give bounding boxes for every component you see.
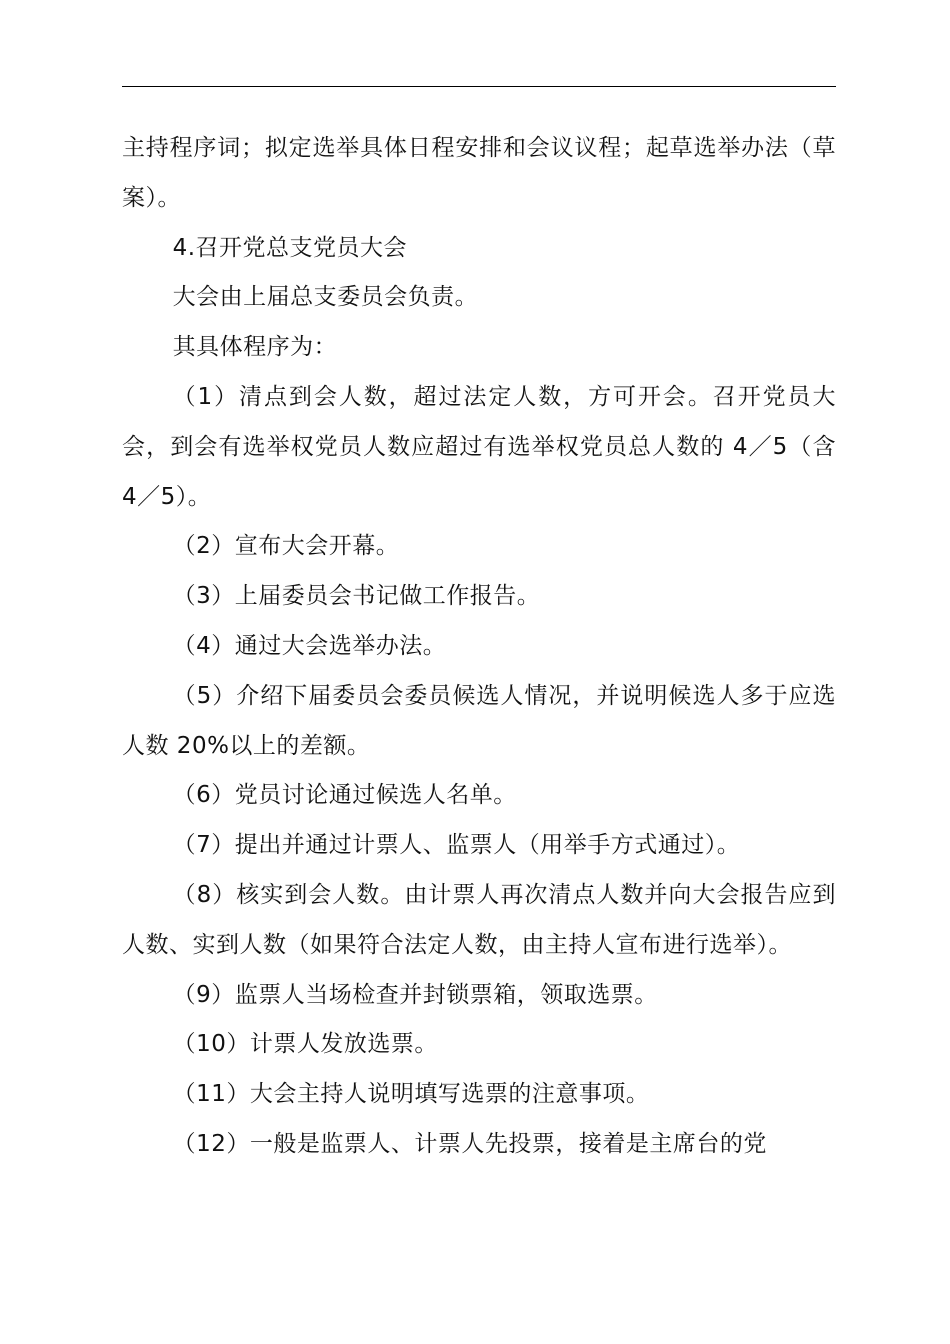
- list-item: （12）一般是监票人、计票人先投票，接着是主席台的党: [172, 1130, 767, 1157]
- list-item: （10）计票人发放选票。: [172, 1031, 438, 1058]
- list-item: （7）提出并通过计票人、监票人（用举手方式通过）。: [172, 832, 741, 859]
- document-body: [122, 124, 836, 1170]
- paragraph: 大会由上届总支委员会负责。: [172, 284, 479, 311]
- list-item: （9）监票人当场检查并封锁票箱，领取选票。: [172, 981, 658, 1008]
- list-item: （1）清点到会人数，超过法定人数，方可开会。召开党员大会，到会有选举权党员人数应超过有选举权党员总人数的 4／5（含 4／5）。: [122, 383, 836, 510]
- paragraph-continuation: 主持程序词；拟定选举具体日程安排和会议议程；起草选举办法（草案）。: [122, 135, 836, 211]
- list-item: （4）通过大会选举办法。: [172, 632, 447, 659]
- section-heading: 4.召开党总支党员大会: [172, 234, 408, 261]
- list-item: （11）大会主持人说明填写选票的注意事项。: [172, 1081, 650, 1108]
- paragraph: 其具体程序为：: [172, 334, 338, 361]
- list-item: （5）介绍下届委员会委员候选人情况，并说明候选人多于应选人数 20%以上的差额。: [122, 682, 836, 759]
- list-item: （6）党员讨论通过候选人名单。: [172, 782, 517, 809]
- list-item: （3）上届委员会书记做工作报告。: [172, 583, 541, 610]
- list-item: （8）核实到会人数。由计票人再次清点人数并向大会报告应到人数、实到人数（如果符合法定人数，由主持人宣布进行选举）。: [122, 881, 836, 958]
- header-rule: [122, 86, 836, 87]
- list-item: （2）宣布大会开幕。: [172, 533, 400, 560]
